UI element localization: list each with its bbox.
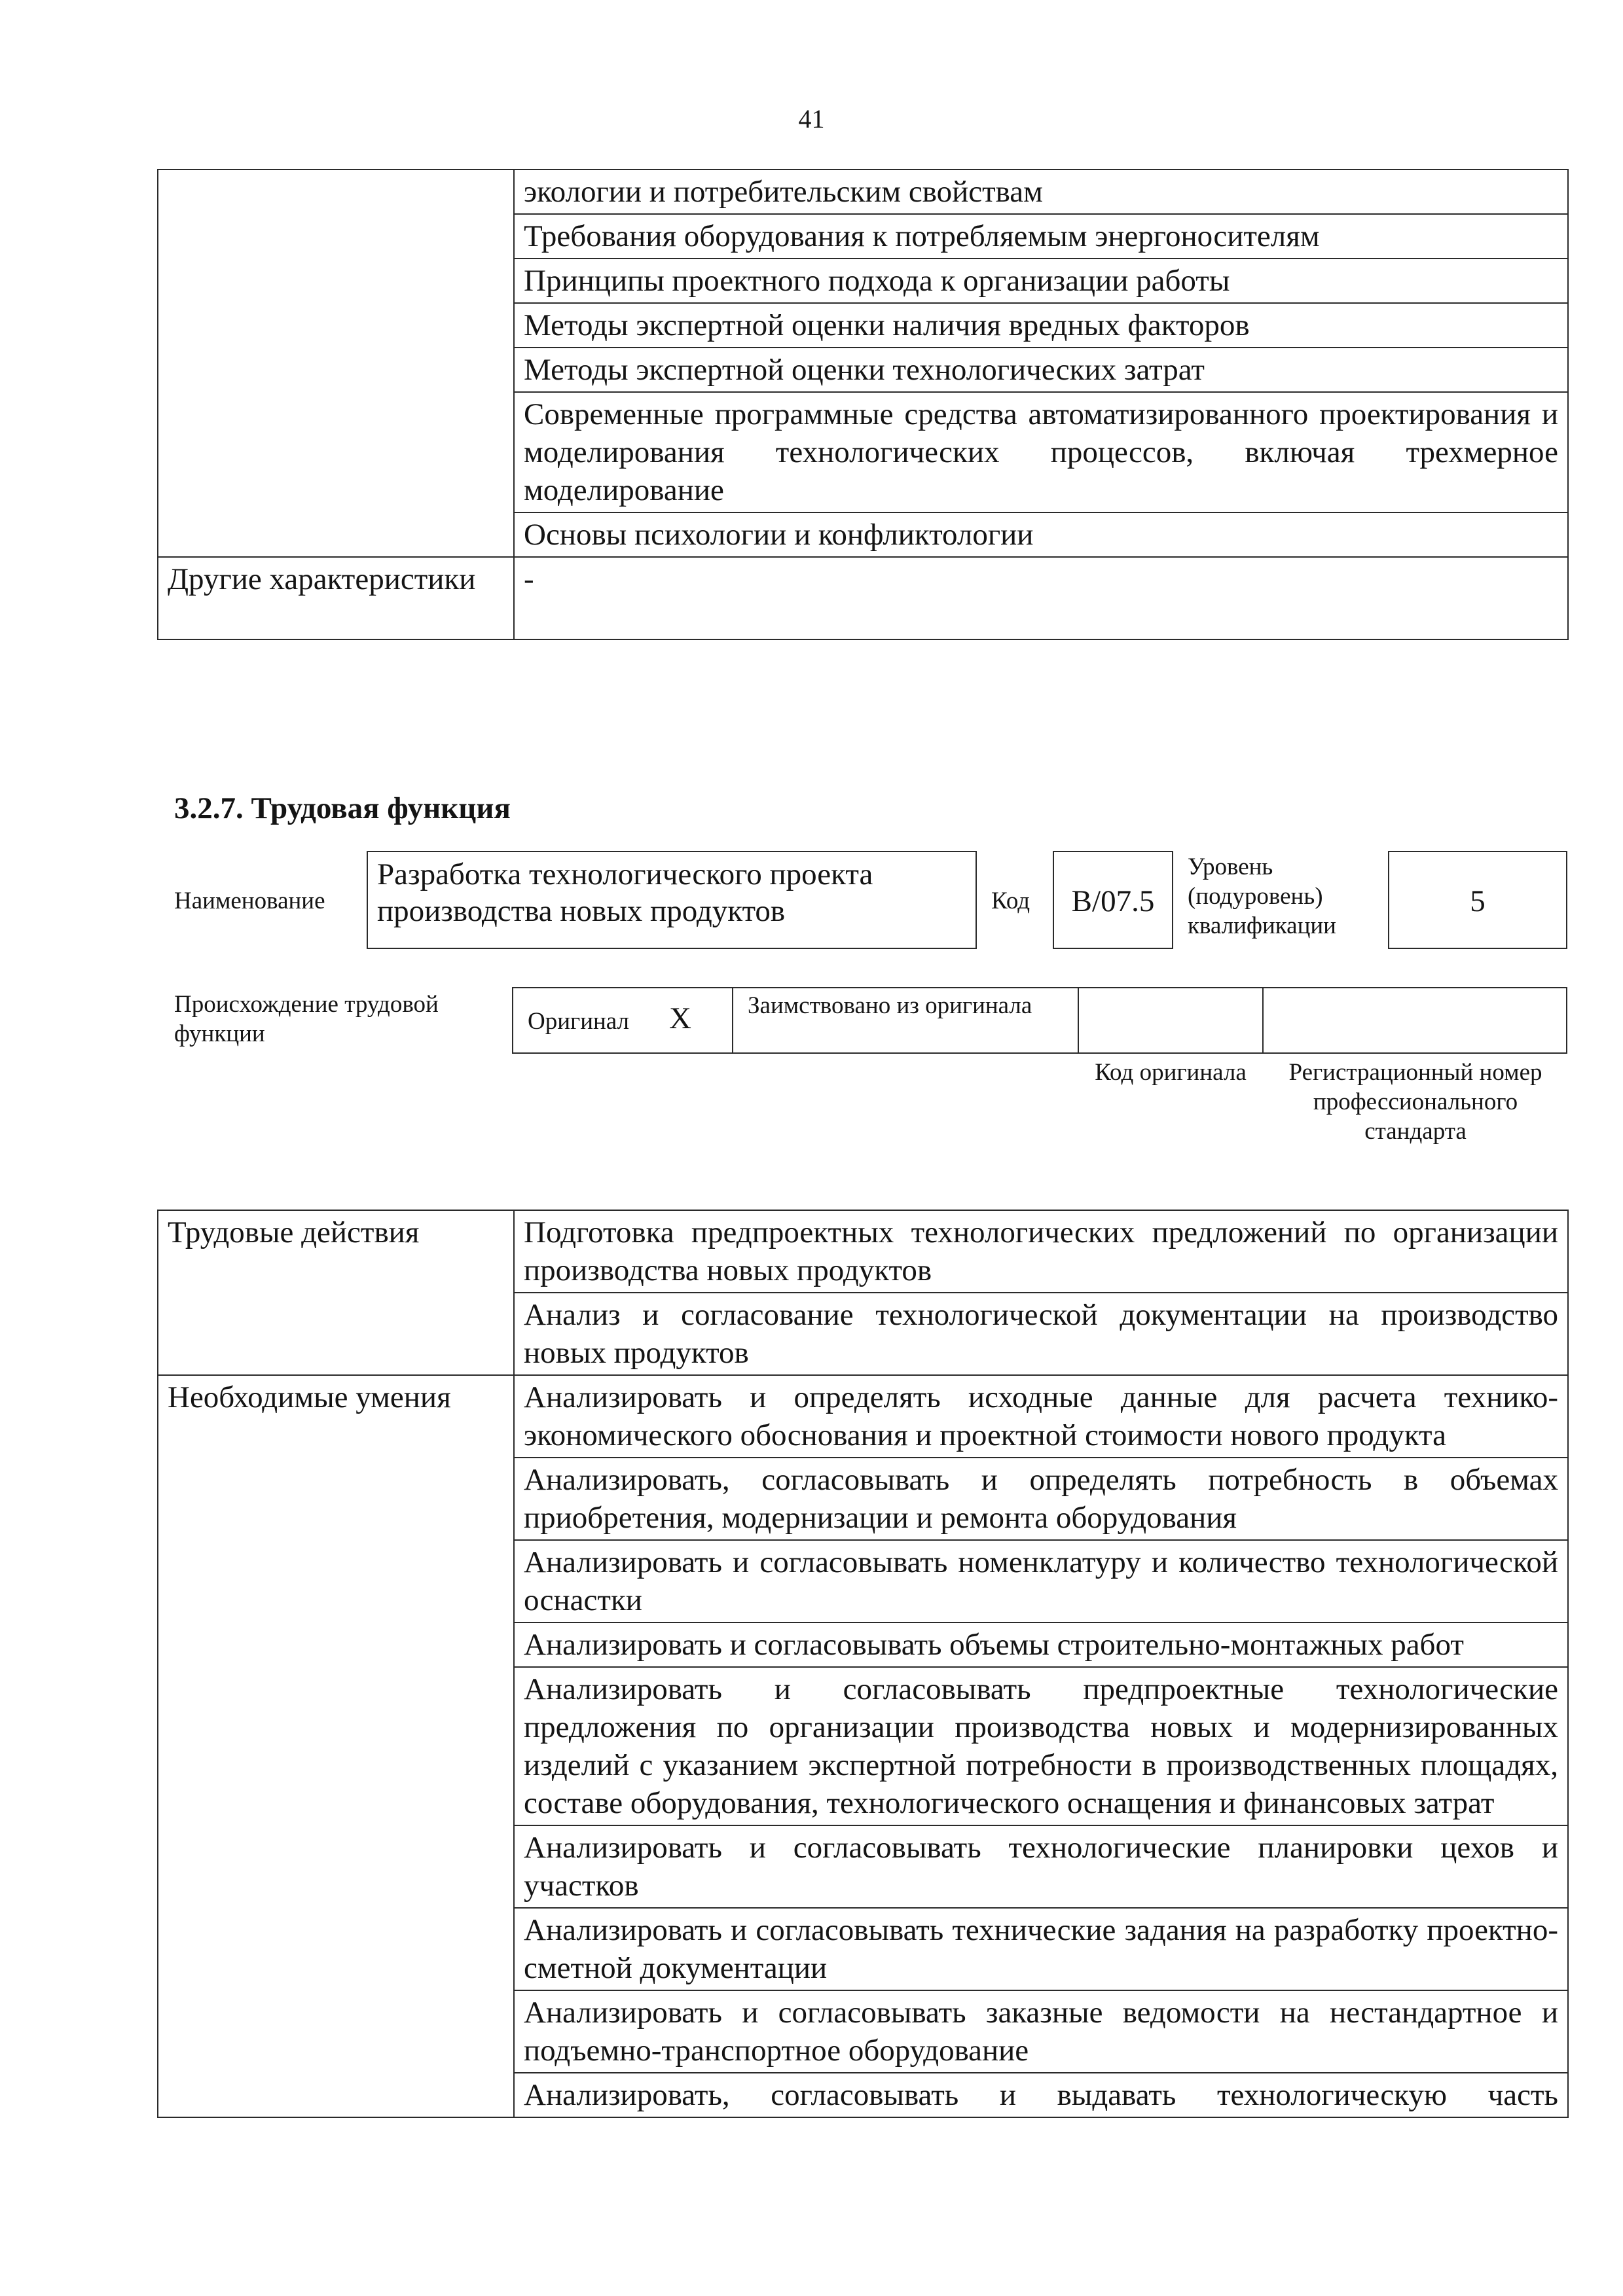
skill-item: Анализировать и согласовывать предпроектные технологические предложения по организации производства новых и модернизированных изделий с указанием экспертной потребности в производственных площадях, составе оборудования, технологического оснащения и финансовых затрат — [514, 1667, 1568, 1825]
section-title: 3.2.7. Трудовая функция — [174, 791, 511, 825]
other-characteristics-value: - — [514, 557, 1568, 639]
skill-item: Анализировать и согласовывать технические задания на разработку проектно-сметной документации — [514, 1908, 1568, 1990]
origin-divider — [1078, 987, 1079, 1054]
knowledge-item: Современные программные средства автоматизированного проектирования и моделирования технологических процессов, включая трехмерное моделирование — [514, 392, 1568, 512]
original-label: Оригинал — [528, 1008, 630, 1035]
function-name-box — [367, 851, 977, 949]
knowledge-item: Основы психологии и конфликтологии — [514, 512, 1568, 557]
code-label: Код — [991, 888, 1030, 914]
knowledge-label-cell — [158, 170, 514, 557]
knowledge-item: Принципы проектного подхода к организации работы — [514, 259, 1568, 303]
registration-number-label: Регистрационный номер профессионального стандарта — [1288, 1059, 1542, 1145]
other-characteristics-label: Другие характеристики — [158, 557, 514, 639]
actions-label: Трудовые действия — [158, 1210, 514, 1375]
code-value: B/07.5 — [1071, 884, 1155, 918]
knowledge-item: Методы экспертной оценки технологических затрат — [514, 348, 1568, 392]
page-number: 41 — [798, 104, 825, 134]
function-name: Разработка технологического проекта производства новых продуктов — [377, 857, 873, 928]
skill-item: Анализировать и согласовывать объемы строительно-монтажных работ — [514, 1623, 1568, 1667]
knowledge-table-continued — [157, 169, 1569, 640]
skill-item: Анализировать и согласовывать номенклатуру и количество технологической оснастки — [514, 1540, 1568, 1623]
action-item: Подготовка предпроектных технологических предложений по организации производства новых продуктов — [514, 1210, 1568, 1293]
code-original-label: Код оригинала — [1095, 1059, 1247, 1086]
action-item: Анализ и согласование технологической документации на производство новых продуктов — [514, 1293, 1568, 1375]
origin-divider — [1262, 987, 1264, 1054]
level-value: 5 — [1470, 884, 1486, 918]
skill-item: Анализировать и согласовывать заказные ведомости на нестандартное и подъемно-транспортное оборудование — [514, 1990, 1568, 2073]
knowledge-item: Требования оборудования к потребляемым энергоносителям — [514, 214, 1568, 259]
qualification-level-label: Уровень (подуровень) квалификации — [1188, 853, 1336, 939]
name-label: Наименование — [174, 888, 325, 914]
knowledge-item: экологии и потребительским свойствам — [514, 170, 1568, 214]
origin-label: Происхождение трудовой функции — [174, 991, 439, 1047]
labor-function-table — [157, 1210, 1569, 2118]
borrowed-label: Заимствовано из оригинала — [748, 992, 1032, 1019]
original-mark: X — [669, 1001, 691, 1035]
level-box — [1388, 851, 1567, 949]
origin-divider — [732, 987, 733, 1054]
skill-item: Анализировать, согласовывать и определять потребность в объемах приобретения, модернизации и ремонта оборудования — [514, 1458, 1568, 1540]
skill-item: Анализировать и определять исходные данные для расчета технико-экономического обоснования и проектной стоимости нового продукта — [514, 1375, 1568, 1458]
skill-item: Анализировать, согласовывать и выдавать технологическую часть — [514, 2073, 1568, 2117]
skills-label: Необходимые умения — [158, 1375, 514, 2117]
skill-item: Анализировать и согласовывать технологические планировки цехов и участков — [514, 1825, 1568, 1908]
knowledge-item: Методы экспертной оценки наличия вредных факторов — [514, 303, 1568, 348]
code-box — [1053, 851, 1173, 949]
